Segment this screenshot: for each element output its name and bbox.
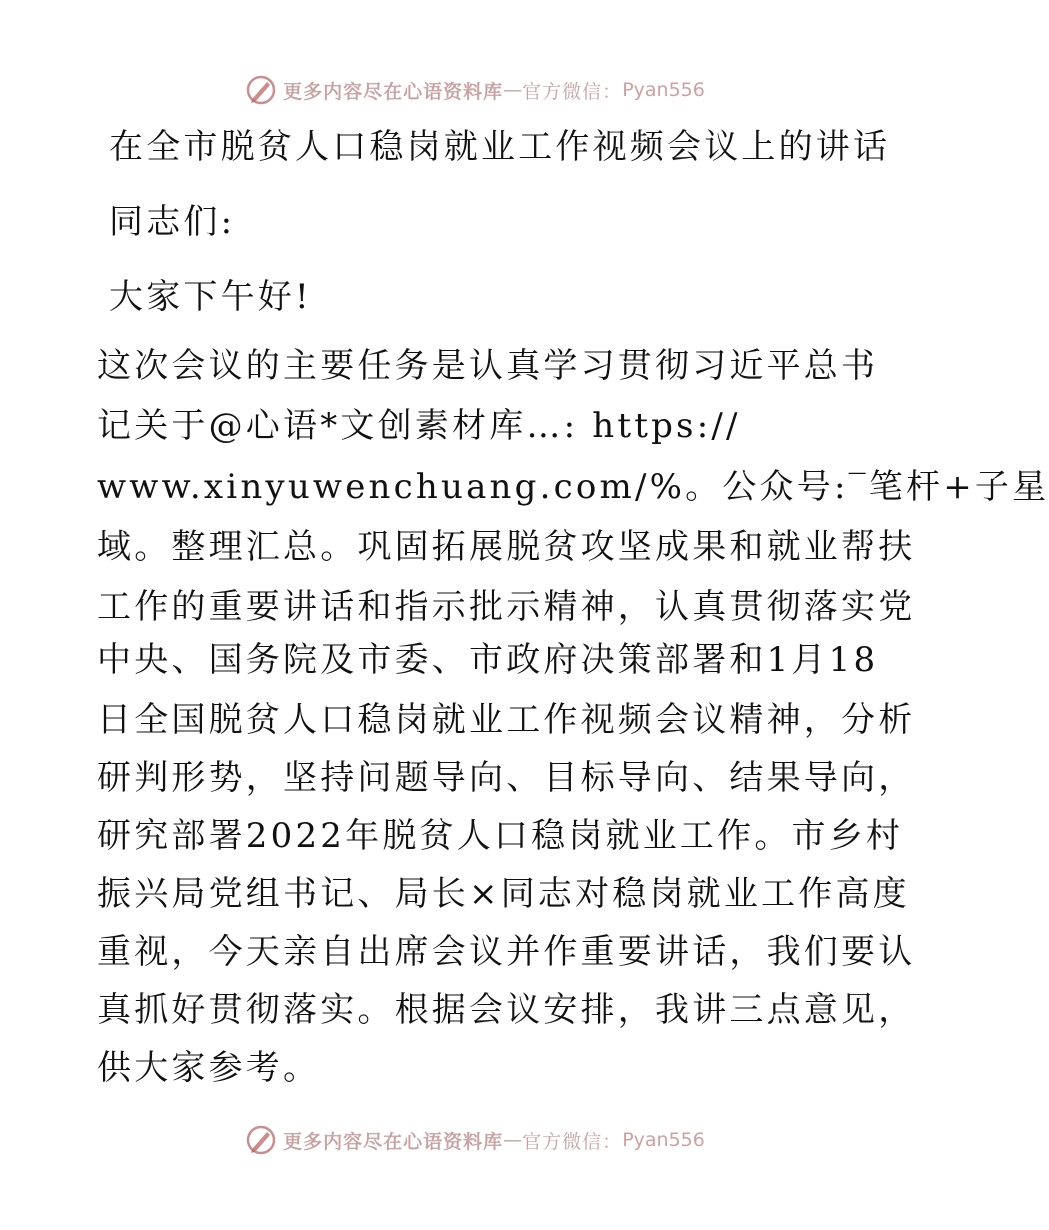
paragraph-line: www.xinyuwenchuang.com/%。公众号:‾笔杆+子星 bbox=[97, 467, 1049, 507]
watermark-main-text: 更多内容尽在心语资料库 bbox=[283, 1130, 504, 1153]
paragraph-line: 日全国脱贫人口稳岗就业工作视频会议精神，分析 bbox=[97, 700, 916, 740]
paragraph-line: 振兴局党组书记、局长×同志对稳岗就业工作高度 bbox=[97, 874, 910, 914]
watermark-dash: — bbox=[503, 79, 523, 101]
watermark-banner-top bbox=[0, 70, 950, 110]
watermark-wechat-id: Pyan556 bbox=[622, 1129, 705, 1151]
paragraph-line: 研判形势，坚持问题导向、目标导向、结果导向， bbox=[97, 758, 916, 798]
pen-logo-icon bbox=[245, 74, 277, 106]
greeting: 大家下午好! bbox=[109, 277, 312, 317]
watermark-dash: — bbox=[503, 1129, 523, 1151]
watermark-wechat-id: Pyan556 bbox=[622, 79, 705, 101]
salutation: 同志们: bbox=[109, 202, 236, 242]
paragraph-line: 记关于@心语*文创素材库…: https:// bbox=[97, 406, 741, 446]
paragraph-line: 重视，今天亲自出席会议并作重要讲话，我们要认 bbox=[97, 932, 916, 972]
pen-logo-icon bbox=[245, 1124, 277, 1156]
document-title: 在全市脱贫人口稳岗就业工作视频会议上的讲话 bbox=[109, 127, 891, 167]
watermark-sub-text: 官方微信： bbox=[522, 1130, 623, 1153]
paragraph-line: 中央、国务院及市委、市政府决策部署和1月18 bbox=[97, 640, 879, 680]
watermark-main-text: 更多内容尽在心语资料库 bbox=[283, 80, 504, 103]
watermark-sub-text: 官方微信： bbox=[522, 80, 623, 103]
paragraph-line: 这次会议的主要任务是认真学习贯彻习近平总书 bbox=[97, 346, 879, 386]
paragraph-line: 工作的重要讲话和指示批示精神，认真贯彻落实党 bbox=[97, 587, 916, 627]
paragraph-line: 研究部署2022年脱贫人口稳岗就业工作。市乡村 bbox=[97, 816, 904, 856]
paragraph-line: 真抓好贯彻落实。根据会议安排，我讲三点意见， bbox=[97, 990, 916, 1030]
paragraph-line: 域。整理汇总。巩固拓展脱贫攻坚成果和就业帮扶 bbox=[97, 527, 916, 567]
watermark-banner-bottom bbox=[0, 1120, 950, 1160]
paragraph-line: 供大家参考。 bbox=[97, 1048, 321, 1088]
